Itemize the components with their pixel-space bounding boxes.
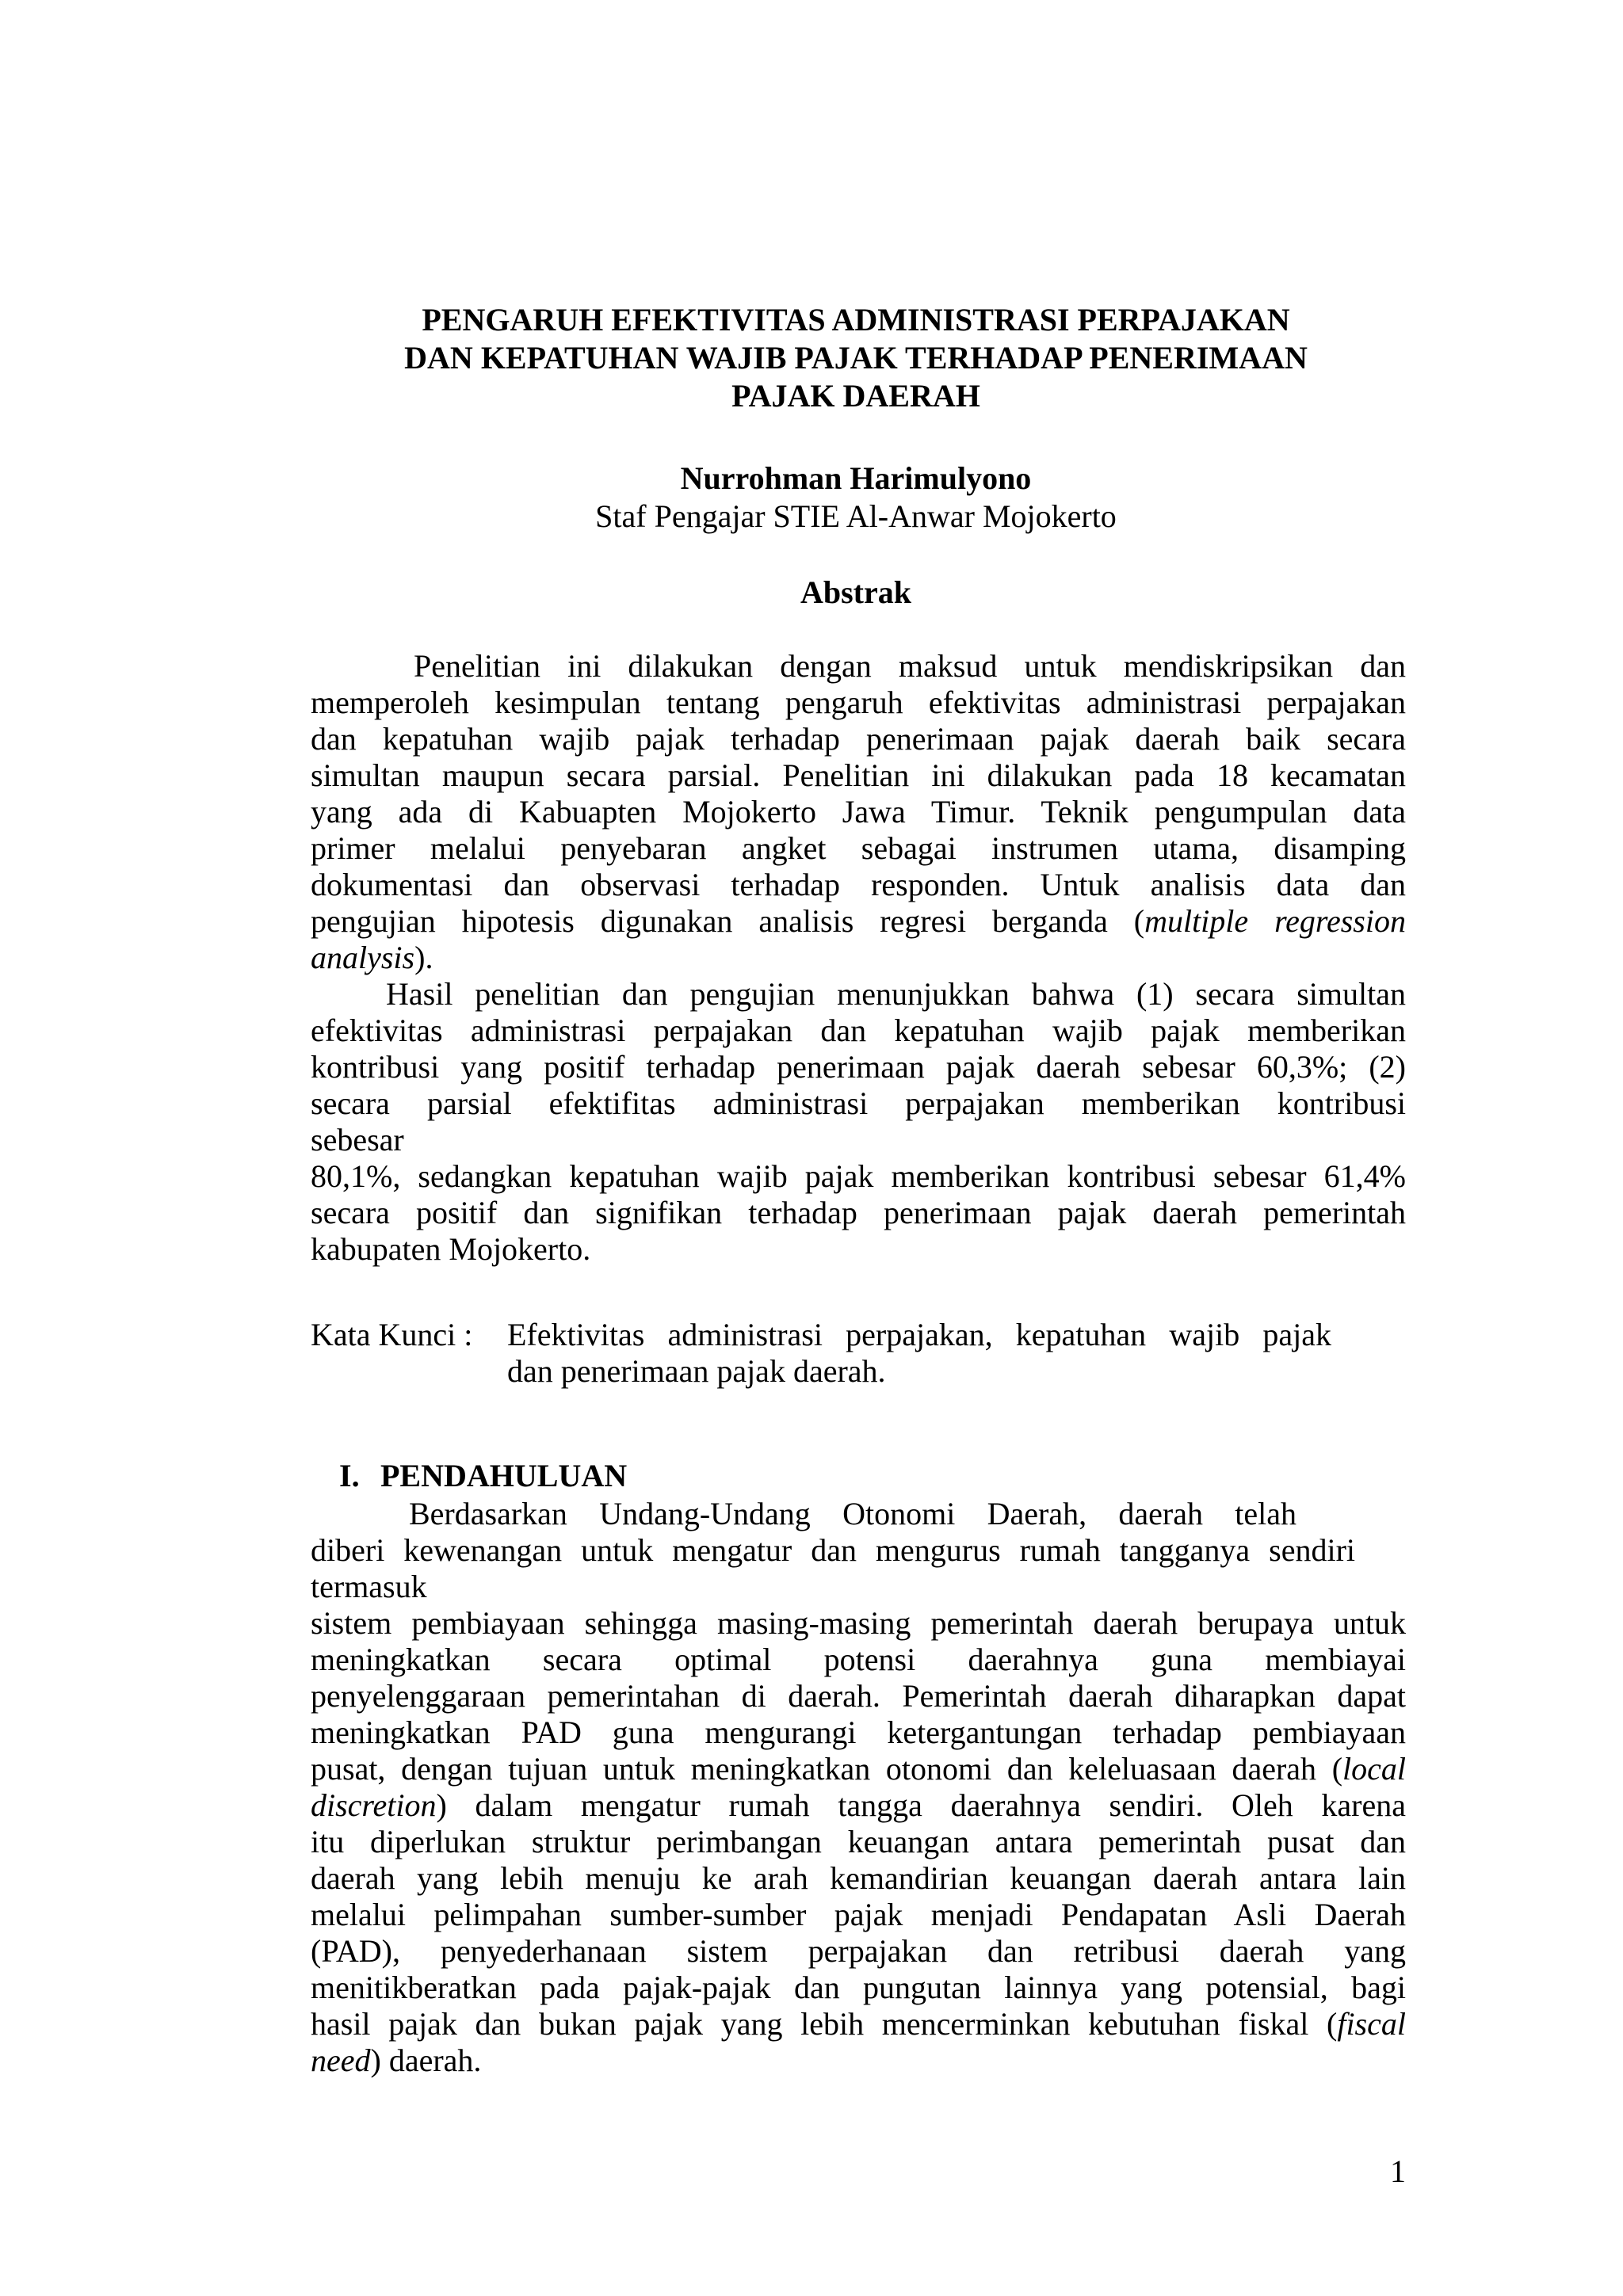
abstract-line: dan kepatuhan wajib pajak terhadap penerimaan pajak daerah baik secara: [311, 721, 1406, 757]
intro-text: ) daerah.: [370, 2042, 482, 2078]
intro-line: menitikberatkan pada pajak-pajak dan pungutan lainnya yang potensial, bagi: [311, 1970, 1406, 2005]
intro-line: [311, 2006, 1406, 2042]
intro-line: meningkatkan secara optimal potensi daerahnya guna membiayai: [311, 1642, 1406, 1677]
page-number: 1: [1390, 2153, 1406, 2189]
abstract-paragraph-1: [311, 648, 1406, 976]
title-line-3: PAJAK DAERAH: [731, 378, 980, 414]
abstract-italic-term: analysis: [311, 940, 415, 975]
intro-text: diberi kewenangan untuk mengatur dan mengurus rumah tangganya sendiri: [311, 1532, 1355, 1568]
abstract-italic-term: multiple regression: [1144, 903, 1406, 939]
author-name: Nurrohman Harimulyono: [680, 460, 1032, 496]
section-title: PENDAHULUAN: [380, 1458, 628, 1493]
intro-italic-term: discretion: [311, 1787, 437, 1823]
abstract-line: kabupaten Mojokerto.: [311, 1231, 591, 1267]
abstract-line: simultan maupun secara parsial. Penelitian ini dilakukan pada 18 kecamatan: [311, 757, 1406, 793]
intro-line: daerah yang lebih menuju ke arah kemandirian keuangan daerah antara lain: [311, 1860, 1406, 1896]
title-line-1: PENGARUH EFEKTIVITAS ADMINISTRASI PERPAJAKAN: [422, 302, 1290, 338]
intro-line: [311, 1751, 1406, 1787]
intro-line: termasuk: [311, 1569, 427, 1604]
intro-line: melalui pelimpahan sumber-sumber pajak menjadi Pendapatan Asli Daerah: [311, 1897, 1406, 1932]
abstract-text: ).: [414, 940, 433, 975]
keywords-line-1: Efektivitas administrasi perpajakan, kepatuhan wajib pajak: [507, 1317, 1331, 1352]
intro-line: [311, 1787, 1406, 1824]
author-affiliation: Staf Pengajar STIE Al-Anwar Mojokerto: [595, 498, 1117, 534]
abstract-line: Penelitian ini dilakukan dengan maksud untuk mendiskripsikan dan: [414, 648, 1406, 684]
intro-text: hasil pajak dan bukan pajak yang lebih mencerminkan kebutuhan fiskal (: [311, 2006, 1338, 2042]
intro-italic-term: local: [1342, 1751, 1406, 1787]
abstract-line: primer melalui penyebaran angket sebagai instrumen utama, disamping: [311, 830, 1406, 866]
paper-title: [238, 301, 1474, 415]
keywords: [311, 1317, 1436, 1390]
intro-line: [311, 1496, 1613, 1532]
intro-line: penyelenggaraan pemerintahan di daerah. Pemerintah daerah diharapkan dapat: [311, 1678, 1406, 1714]
abstract-line: 80,1%, sedangkan kepatuhan wajib pajak memberikan kontribusi sebesar 61,4%: [311, 1158, 1406, 1194]
intro-text: Berdasarkan Undang-Undang Otonomi Daerah, daerah telah: [409, 1496, 1296, 1531]
abstract-line: secara parsial efektifitas administrasi perpajakan memberikan kontribusi: [311, 1085, 1406, 1121]
intro-text: ) dalam mengatur rumah tangga daerahnya sendiri. Oleh karena: [436, 1787, 1406, 1823]
intro-line: sistem pembiayaan sehingga masing-masing pemerintah daerah berupaya untuk: [311, 1605, 1406, 1641]
section-number: I.: [339, 1458, 360, 1493]
abstract-line: secara positif dan signifikan terhadap penerimaan pajak daerah pemerintah: [311, 1195, 1406, 1230]
abstract-line: kontribusi yang positif terhadap penerimaan pajak daerah sebesar 60,3%; (2): [311, 1049, 1406, 1085]
intro-italic-term: need: [311, 2042, 371, 2078]
intro-line: [311, 2042, 1406, 2079]
abstract-line: [311, 903, 1406, 940]
title-line-2: DAN KEPATUHAN WAJIB PAJAK TERHADAP PENERIMAAN: [404, 340, 1308, 376]
intro-line: [311, 1532, 1406, 1569]
abstract-line: yang ada di Kabuapten Mojokerto Jawa Timur. Teknik pengumpulan data: [311, 794, 1406, 830]
abstract-text: pengujian hipotesis digunakan analisis regresi berganda (: [311, 903, 1145, 939]
introduction-paragraph: [311, 1496, 1406, 2079]
abstract-heading: Abstrak: [800, 574, 912, 610]
intro-line: itu diperlukan struktur perimbangan keuangan antara pemerintah pusat dan: [311, 1824, 1406, 1859]
abstract-paragraph-2: [311, 976, 1406, 1268]
keywords-label: Kata Kunci :: [311, 1317, 473, 1352]
abstract-line: dokumentasi dan observasi terhadap responden. Untuk analisis data dan: [311, 867, 1406, 902]
intro-line: (PAD), penyederhanaan sistem perpajakan dan retribusi daerah yang: [311, 1933, 1406, 1969]
section-heading: [339, 1458, 627, 1494]
abstract-line: efektivitas administrasi perpajakan dan kepatuhan wajib pajak memberikan: [311, 1013, 1406, 1048]
keywords-line-2: dan penerimaan pajak daerah.: [507, 1353, 886, 1389]
intro-text: pusat, dengan tujuan untuk meningkatkan otonomi dan keleluasaan daerah (: [311, 1751, 1343, 1787]
intro-italic-term: fiscal: [1337, 2006, 1406, 2042]
abstract-line: Hasil penelitian dan pengujian menunjukkan bahwa (1) secara simultan: [386, 976, 1406, 1012]
abstract-line: memperoleh kesimpulan tentang pengaruh efektivitas administrasi perpajakan: [311, 685, 1406, 720]
abstract-line: [311, 940, 1406, 976]
intro-line: meningkatkan PAD guna mengurangi ketergantungan terhadap pembiayaan: [311, 1714, 1406, 1750]
abstract-line: sebesar: [311, 1122, 404, 1158]
